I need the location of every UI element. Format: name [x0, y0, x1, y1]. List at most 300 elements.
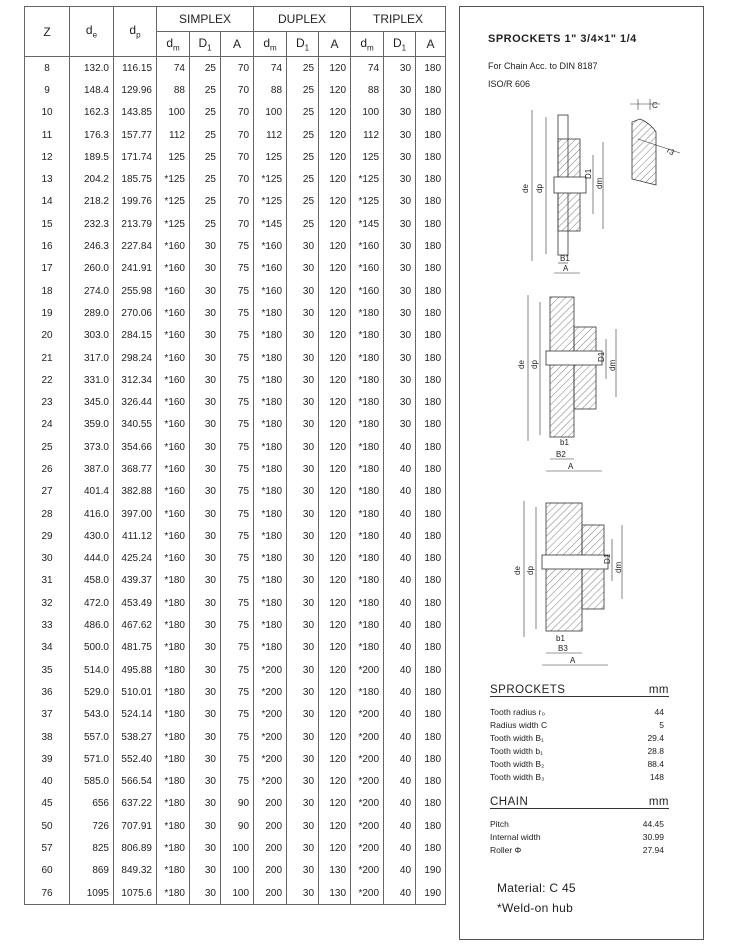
- table-cell: 120: [319, 793, 351, 815]
- table-cell: 180: [416, 793, 446, 815]
- table-cell: 411.12: [114, 525, 157, 547]
- table-cell: 25: [287, 213, 319, 235]
- table-cell: *180: [254, 525, 287, 547]
- table-cell: 75: [221, 280, 254, 302]
- table-cell: 74: [351, 57, 384, 80]
- table-cell: 88: [157, 79, 190, 101]
- label-b1: b1: [556, 634, 565, 643]
- spec-label: Roller Φ: [490, 845, 522, 855]
- spec-row: [490, 720, 698, 733]
- table-cell: 74: [254, 57, 287, 80]
- table-cell: 40: [384, 815, 416, 837]
- table-cell: 25: [287, 79, 319, 101]
- table-cell: 40: [384, 748, 416, 770]
- table-cell: *180: [351, 525, 384, 547]
- table-cell: 849.32: [114, 860, 157, 882]
- table-cell: 30: [287, 570, 319, 592]
- table-row: [25, 771, 446, 793]
- table-cell: 30: [190, 659, 221, 681]
- table-row: [25, 57, 446, 80]
- table-cell: 75: [221, 436, 254, 458]
- table-cell: 30: [190, 548, 221, 570]
- table-cell: 40: [384, 548, 416, 570]
- table-cell: 180: [416, 258, 446, 280]
- table-cell: 74: [157, 57, 190, 80]
- table-row: [25, 704, 446, 726]
- table-cell: *160: [254, 280, 287, 302]
- table-cell: 354.66: [114, 436, 157, 458]
- spec-label: Tooth width B₁: [490, 733, 544, 743]
- table-row: [25, 414, 446, 436]
- table-cell: 75: [221, 458, 254, 480]
- table-cell: 8: [25, 57, 70, 80]
- spec-row: [490, 707, 698, 720]
- panel-title: SPROCKETS 1" 3/4×1" 1/4: [488, 33, 637, 45]
- table-cell: *200: [351, 659, 384, 681]
- table-cell: 1095: [70, 882, 114, 905]
- table-cell: 30: [287, 258, 319, 280]
- table-cell: 180: [416, 614, 446, 636]
- table-cell: 571.0: [70, 748, 114, 770]
- table-cell: 825: [70, 837, 114, 859]
- table-cell: 40: [384, 614, 416, 636]
- table-cell: *180: [157, 570, 190, 592]
- table-row: [25, 102, 446, 124]
- table-row: [25, 681, 446, 703]
- label-b1: B1: [560, 254, 570, 263]
- table-cell: 10: [25, 102, 70, 124]
- table-cell: 75: [221, 637, 254, 659]
- table-cell: 180: [416, 748, 446, 770]
- table-cell: 40: [384, 637, 416, 659]
- table-cell: 30: [190, 592, 221, 614]
- table-cell: 9: [25, 79, 70, 101]
- col-d1: $D_1$: [190, 32, 221, 57]
- spec-value: 44.45: [642, 819, 664, 829]
- table-cell: 30: [190, 525, 221, 547]
- table-cell: 30: [190, 436, 221, 458]
- table-cell: 190: [416, 860, 446, 882]
- table-cell: *180: [254, 325, 287, 347]
- table-cell: 30: [190, 681, 221, 703]
- table-cell: *200: [351, 771, 384, 793]
- spec-row: [490, 746, 698, 759]
- table-cell: *125: [157, 191, 190, 213]
- table-cell: 213.79: [114, 213, 157, 235]
- table-cell: 125: [157, 146, 190, 168]
- table-cell: 40: [384, 882, 416, 905]
- table-row: [25, 659, 446, 681]
- table-cell: 180: [416, 325, 446, 347]
- table-cell: 120: [319, 659, 351, 681]
- table-cell: *180: [157, 882, 190, 905]
- table-cell: 30: [384, 347, 416, 369]
- table-cell: 120: [319, 570, 351, 592]
- table-cell: 120: [319, 503, 351, 525]
- table-cell: 30: [287, 614, 319, 636]
- table-cell: *180: [157, 614, 190, 636]
- sprockets-heading: SPROCKETS mm: [490, 684, 669, 696]
- table-cell: 120: [319, 525, 351, 547]
- table-cell: 30: [287, 548, 319, 570]
- table-cell: *180: [254, 369, 287, 391]
- table-cell: 524.14: [114, 704, 157, 726]
- table-cell: 120: [319, 325, 351, 347]
- table-row: [25, 793, 446, 815]
- table-row: [25, 79, 446, 101]
- table-cell: 100: [221, 882, 254, 905]
- table-cell: 30: [287, 637, 319, 659]
- table-cell: 25: [25, 436, 70, 458]
- table-cell: 30: [384, 414, 416, 436]
- col-a: A: [319, 32, 351, 57]
- table-cell: 180: [416, 235, 446, 257]
- table-cell: 120: [319, 815, 351, 837]
- table-cell: 30: [384, 124, 416, 146]
- table-cell: *180: [157, 837, 190, 859]
- table-cell: *200: [351, 793, 384, 815]
- table-cell: 45: [25, 793, 70, 815]
- table-cell: 180: [416, 369, 446, 391]
- table-cell: *160: [157, 391, 190, 413]
- table-cell: 180: [416, 659, 446, 681]
- table-cell: 30: [287, 592, 319, 614]
- table-cell: 20: [25, 325, 70, 347]
- table-cell: 30: [190, 302, 221, 324]
- table-cell: *160: [254, 235, 287, 257]
- table-cell: 22: [25, 369, 70, 391]
- table-cell: 25: [190, 213, 221, 235]
- table-cell: 40: [25, 771, 70, 793]
- table-cell: 30: [190, 458, 221, 480]
- table-cell: 30: [287, 436, 319, 458]
- table-cell: *145: [254, 213, 287, 235]
- table-cell: 143.85: [114, 102, 157, 124]
- table-cell: 246.3: [70, 235, 114, 257]
- table-cell: 180: [416, 637, 446, 659]
- table-cell: 75: [221, 659, 254, 681]
- table-cell: 176.3: [70, 124, 114, 146]
- table-cell: 70: [221, 102, 254, 124]
- table-cell: 30: [287, 503, 319, 525]
- table-row: [25, 325, 446, 347]
- table-cell: 199.76: [114, 191, 157, 213]
- table-cell: 112: [254, 124, 287, 146]
- table-cell: 75: [221, 525, 254, 547]
- table-row: [25, 347, 446, 369]
- table-cell: 32: [25, 592, 70, 614]
- table-cell: 120: [319, 124, 351, 146]
- table-row: [25, 614, 446, 636]
- table-cell: 180: [416, 302, 446, 324]
- table-cell: 130: [319, 882, 351, 905]
- table-cell: 120: [319, 280, 351, 302]
- table-cell: 75: [221, 592, 254, 614]
- group-simplex: SIMPLEX: [157, 7, 254, 32]
- spec-label: Tooth width B₂: [490, 759, 545, 769]
- table-cell: 76: [25, 882, 70, 905]
- table-cell: 543.0: [70, 704, 114, 726]
- table-cell: 312.34: [114, 369, 157, 391]
- table-cell: 100: [254, 102, 287, 124]
- table-cell: 25: [190, 146, 221, 168]
- table-cell: 30: [190, 235, 221, 257]
- table-cell: 40: [384, 837, 416, 859]
- table-cell: *180: [157, 704, 190, 726]
- table-cell: 21: [25, 347, 70, 369]
- table-cell: 120: [319, 414, 351, 436]
- spec-label: Tooth width b₁: [490, 746, 543, 756]
- group-duplex: DUPLEX: [254, 7, 351, 32]
- spec-panel: [459, 6, 704, 940]
- table-cell: *200: [351, 882, 384, 905]
- table-cell: 401.4: [70, 481, 114, 503]
- spec-row: [490, 772, 698, 785]
- table-cell: 1075.6: [114, 882, 157, 905]
- table-cell: 25: [190, 191, 221, 213]
- table-row: [25, 168, 446, 190]
- table-cell: *125: [351, 191, 384, 213]
- table-cell: 70: [221, 146, 254, 168]
- table-cell: *125: [157, 168, 190, 190]
- table-cell: 270.06: [114, 302, 157, 324]
- table-cell: *180: [157, 592, 190, 614]
- table-cell: 120: [319, 235, 351, 257]
- table-cell: 25: [190, 57, 221, 80]
- table-cell: 120: [319, 481, 351, 503]
- table-cell: 180: [416, 548, 446, 570]
- table-cell: 120: [319, 837, 351, 859]
- table-cell: 16: [25, 235, 70, 257]
- table-row: [25, 258, 446, 280]
- table-cell: *180: [157, 860, 190, 882]
- spec-value: 30.99: [642, 832, 664, 842]
- table-cell: 120: [319, 213, 351, 235]
- table-cell: *200: [351, 815, 384, 837]
- table-cell: *180: [254, 414, 287, 436]
- table-cell: 25: [287, 102, 319, 124]
- table-cell: 30: [287, 369, 319, 391]
- table-cell: 180: [416, 57, 446, 80]
- table-cell: *200: [254, 748, 287, 770]
- table-cell: 100: [221, 860, 254, 882]
- table-cell: 30: [25, 548, 70, 570]
- label-dm: dm: [614, 561, 623, 573]
- iso-note: ISO/R 606: [488, 79, 531, 89]
- table-cell: 30: [190, 860, 221, 882]
- table-cell: 180: [416, 815, 446, 837]
- table-cell: 303.0: [70, 325, 114, 347]
- table-cell: 30: [190, 414, 221, 436]
- table-cell: *160: [157, 414, 190, 436]
- spec-row: [490, 845, 698, 858]
- table-cell: 373.0: [70, 436, 114, 458]
- table-cell: 40: [384, 458, 416, 480]
- table-cell: 30: [384, 302, 416, 324]
- table-body: [25, 57, 446, 905]
- table-cell: 510.01: [114, 681, 157, 703]
- table-cell: 30: [190, 614, 221, 636]
- table-cell: 30: [190, 815, 221, 837]
- table-cell: 30: [287, 748, 319, 770]
- table-cell: 75: [221, 481, 254, 503]
- label-r3: r3: [665, 145, 676, 158]
- group-triplex: TRIPLEX: [351, 7, 446, 32]
- table-cell: 120: [319, 302, 351, 324]
- table-cell: 15: [25, 213, 70, 235]
- table-cell: 26: [25, 458, 70, 480]
- table-cell: 486.0: [70, 614, 114, 636]
- table-cell: 30: [190, 369, 221, 391]
- table-cell: 25: [287, 146, 319, 168]
- table-cell: 30: [384, 280, 416, 302]
- table-cell: 185.75: [114, 168, 157, 190]
- table-cell: 40: [384, 525, 416, 547]
- table-cell: 120: [319, 146, 351, 168]
- table-cell: *180: [351, 614, 384, 636]
- col-dm: $d_m$: [351, 32, 384, 57]
- table-cell: 37: [25, 704, 70, 726]
- table-cell: 298.24: [114, 347, 157, 369]
- label-b2: B2: [556, 450, 566, 459]
- duplex-body: [517, 295, 617, 471]
- table-cell: *200: [351, 748, 384, 770]
- table-cell: *180: [351, 414, 384, 436]
- table-cell: *180: [157, 815, 190, 837]
- table-cell: 30: [190, 481, 221, 503]
- table-cell: 30: [287, 771, 319, 793]
- table-cell: 200: [254, 882, 287, 905]
- table-cell: *180: [351, 302, 384, 324]
- table-cell: 30: [287, 458, 319, 480]
- table-cell: 255.98: [114, 280, 157, 302]
- table-cell: 75: [221, 347, 254, 369]
- table-cell: 40: [384, 704, 416, 726]
- table-cell: *160: [351, 235, 384, 257]
- table-cell: *160: [157, 235, 190, 257]
- spec-value: 44: [654, 707, 664, 717]
- label-b3: B3: [558, 644, 568, 653]
- table-cell: 204.2: [70, 168, 114, 190]
- table-row: [25, 837, 446, 859]
- table-row: [25, 458, 446, 480]
- table-cell: *180: [351, 570, 384, 592]
- table-cell: *180: [351, 681, 384, 703]
- table-cell: 35: [25, 659, 70, 681]
- table-cell: 30: [190, 570, 221, 592]
- table-cell: 75: [221, 704, 254, 726]
- table-row: [25, 748, 446, 770]
- table-cell: 100: [157, 102, 190, 124]
- table-row: [25, 570, 446, 592]
- table-cell: 500.0: [70, 637, 114, 659]
- table-cell: 30: [287, 704, 319, 726]
- table-cell: 148.4: [70, 79, 114, 101]
- table-cell: 130: [319, 860, 351, 882]
- table-cell: 120: [319, 614, 351, 636]
- table-cell: *200: [254, 771, 287, 793]
- table-cell: 120: [319, 637, 351, 659]
- table-cell: *180: [351, 347, 384, 369]
- table-cell: 869: [70, 860, 114, 882]
- table-cell: 39: [25, 748, 70, 770]
- table-cell: *200: [351, 704, 384, 726]
- label-dp: dp: [526, 566, 535, 575]
- table-cell: 30: [287, 659, 319, 681]
- table-cell: 30: [384, 391, 416, 413]
- table-cell: *180: [254, 592, 287, 614]
- table-cell: *180: [254, 503, 287, 525]
- table-cell: 25: [190, 79, 221, 101]
- table-cell: 30: [287, 726, 319, 748]
- table-cell: 17: [25, 258, 70, 280]
- table-cell: 30: [190, 704, 221, 726]
- table-cell: 30: [190, 882, 221, 905]
- table-cell: *180: [351, 436, 384, 458]
- table-cell: *160: [157, 325, 190, 347]
- table-cell: *180: [157, 681, 190, 703]
- table-cell: 190: [416, 882, 446, 905]
- spec-row: [490, 759, 698, 772]
- triplex-body: [513, 501, 623, 665]
- table-cell: 157.77: [114, 124, 157, 146]
- table-cell: 132.0: [70, 57, 114, 80]
- table-cell: 120: [319, 704, 351, 726]
- table-cell: *180: [254, 391, 287, 413]
- spec-label: Radius width C: [490, 720, 548, 730]
- table-cell: 200: [254, 793, 287, 815]
- table-cell: 326.44: [114, 391, 157, 413]
- table-cell: *180: [254, 481, 287, 503]
- table-cell: 31: [25, 570, 70, 592]
- table-cell: 30: [287, 481, 319, 503]
- table-cell: *180: [254, 548, 287, 570]
- table-cell: 100: [221, 837, 254, 859]
- table-cell: 40: [384, 481, 416, 503]
- table-cell: 180: [416, 102, 446, 124]
- spec-row: [490, 733, 698, 746]
- table-cell: 88: [351, 79, 384, 101]
- table-row: [25, 815, 446, 837]
- table-cell: 180: [416, 837, 446, 859]
- table-cell: 40: [384, 659, 416, 681]
- table-cell: *180: [157, 771, 190, 793]
- table-cell: 180: [416, 458, 446, 480]
- table-cell: 180: [416, 280, 446, 302]
- table-cell: 70: [221, 79, 254, 101]
- table-cell: 30: [287, 235, 319, 257]
- table-cell: 514.0: [70, 659, 114, 681]
- table-cell: 200: [254, 815, 287, 837]
- label-d1: D1: [603, 553, 612, 564]
- table-cell: *160: [351, 258, 384, 280]
- label-dm: dm: [595, 177, 604, 189]
- label-d1: D1: [584, 168, 593, 179]
- table-cell: 40: [384, 681, 416, 703]
- spec-value: 148: [649, 772, 664, 782]
- table-cell: 180: [416, 213, 446, 235]
- table-cell: 120: [319, 592, 351, 614]
- table-cell: 30: [384, 213, 416, 235]
- table-cell: 120: [319, 102, 351, 124]
- chain-heading: CHAIN mm: [490, 796, 669, 808]
- table-cell: *180: [254, 458, 287, 480]
- table-cell: 112: [351, 124, 384, 146]
- col-a: A: [221, 32, 254, 57]
- table-cell: 180: [416, 168, 446, 190]
- table-cell: *180: [254, 614, 287, 636]
- table-cell: *200: [254, 681, 287, 703]
